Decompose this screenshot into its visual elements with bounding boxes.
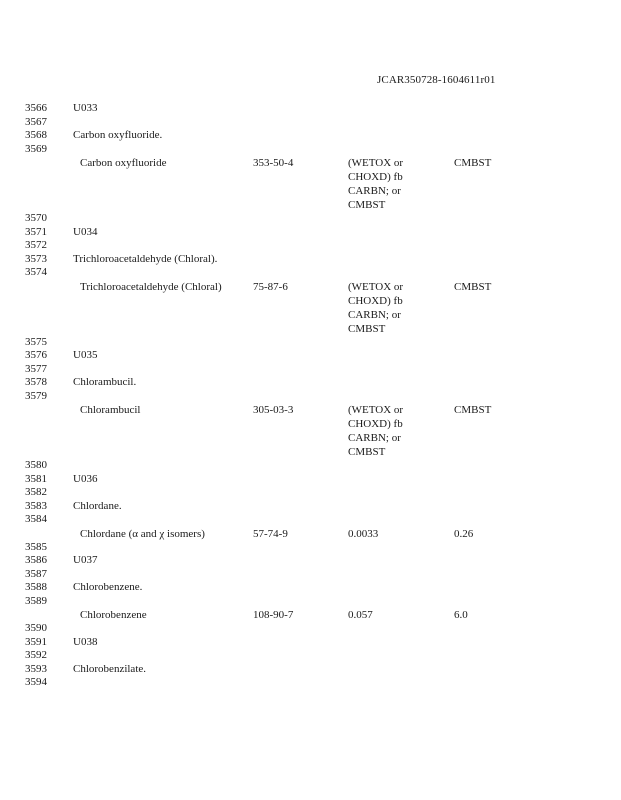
document-line bbox=[0, 239, 621, 253]
constituent-name: Carbon oxyfluoride bbox=[80, 157, 167, 169]
document-line bbox=[0, 143, 621, 157]
line-number: 3574 bbox=[25, 266, 47, 278]
line-number: 3587 bbox=[25, 567, 47, 580]
document-line bbox=[0, 129, 621, 143]
waste-title: Chlorambucil. bbox=[73, 376, 137, 388]
document-body bbox=[0, 102, 621, 690]
document-line bbox=[0, 336, 621, 350]
waste-code: U035 bbox=[73, 349, 98, 361]
document-line bbox=[0, 212, 621, 226]
line-number: 3594 bbox=[25, 676, 47, 688]
line-number: 3581 bbox=[25, 472, 47, 485]
document-line bbox=[0, 253, 621, 267]
table-row bbox=[0, 280, 621, 336]
nonwastewater-standard: 6.0 bbox=[454, 609, 468, 621]
wastewater-standard: (WETOX or CHOXD) fb CARBN; or CMBST bbox=[348, 157, 404, 211]
waste-code: U037 bbox=[73, 554, 98, 566]
document-line bbox=[0, 622, 621, 636]
document-line bbox=[0, 116, 621, 130]
document-line bbox=[0, 102, 621, 116]
document-line bbox=[0, 649, 621, 663]
document-line bbox=[0, 513, 621, 527]
line-number: 3569 bbox=[25, 142, 47, 155]
document-id: JCAR350728-1604611r01 bbox=[377, 74, 496, 86]
document-line bbox=[0, 636, 621, 650]
cas-number: 353-50-4 bbox=[253, 157, 294, 169]
waste-title: Trichloroacetaldehyde (Chloral). bbox=[73, 252, 218, 265]
line-number: 3577 bbox=[25, 362, 47, 375]
cas-number: 57-74-9 bbox=[253, 527, 288, 540]
document-line bbox=[0, 581, 621, 595]
line-number: 3586 bbox=[25, 554, 47, 566]
cas-number: 305-03-3 bbox=[253, 404, 294, 416]
constituent-name: Chlorobenzene bbox=[80, 609, 147, 621]
cas-number: 75-87-6 bbox=[253, 280, 288, 293]
constituent-name: Chlordane (α and χ isomers) bbox=[80, 527, 205, 540]
document-line bbox=[0, 595, 621, 609]
document-line bbox=[0, 363, 621, 377]
constituent-name: Chlorambucil bbox=[80, 404, 141, 416]
wastewater-standard: (WETOX or CHOXD) fb CARBN; or CMBST bbox=[348, 280, 404, 335]
line-number: 3566 bbox=[25, 102, 47, 114]
wastewater-standard: (WETOX or CHOXD) fb CARBN; or CMBST bbox=[348, 404, 404, 458]
nonwastewater-standard: CMBST bbox=[454, 404, 492, 416]
document-line bbox=[0, 473, 621, 487]
document-line bbox=[0, 459, 621, 473]
line-number: 3584 bbox=[25, 513, 47, 525]
waste-code: U034 bbox=[73, 225, 98, 238]
line-number: 3580 bbox=[25, 459, 47, 471]
wastewater-standard: 0.0033 bbox=[348, 527, 379, 540]
document-line bbox=[0, 568, 621, 582]
line-number: 3588 bbox=[25, 581, 47, 593]
line-number: 3590 bbox=[25, 622, 47, 634]
table-row bbox=[0, 608, 621, 622]
line-number: 3582 bbox=[25, 486, 47, 498]
line-number: 3591 bbox=[25, 635, 47, 648]
document-line bbox=[0, 500, 621, 514]
line-number: 3576 bbox=[25, 349, 47, 361]
line-number: 3572 bbox=[25, 239, 47, 251]
nonwastewater-standard: CMBST bbox=[454, 157, 492, 169]
line-number: 3592 bbox=[25, 649, 47, 661]
constituent-name: Trichloroacetaldehyde (Chloral) bbox=[80, 280, 222, 293]
line-number: 3578 bbox=[25, 376, 47, 388]
document-line bbox=[0, 390, 621, 404]
cas-number: 108-90-7 bbox=[253, 609, 294, 621]
wastewater-standard: 0.057 bbox=[348, 609, 373, 621]
document-line bbox=[0, 554, 621, 568]
nonwastewater-standard: 0.26 bbox=[454, 527, 474, 540]
document-line bbox=[0, 486, 621, 500]
line-number: 3568 bbox=[25, 129, 47, 141]
line-number: 3567 bbox=[25, 115, 47, 128]
document-line bbox=[0, 541, 621, 555]
waste-code: U036 bbox=[73, 472, 98, 485]
document-line bbox=[0, 663, 621, 677]
document-line bbox=[0, 266, 621, 280]
table-row bbox=[0, 527, 621, 541]
nonwastewater-standard: CMBST bbox=[454, 280, 492, 293]
line-number: 3589 bbox=[25, 594, 47, 607]
waste-title: Carbon oxyfluoride. bbox=[73, 129, 163, 141]
waste-title: Chlordane. bbox=[73, 499, 122, 512]
waste-title: Chlorobenzene. bbox=[73, 581, 143, 593]
document-line bbox=[0, 349, 621, 363]
table-row bbox=[0, 403, 621, 459]
waste-code: U038 bbox=[73, 635, 98, 648]
line-number: 3575 bbox=[25, 335, 47, 348]
document-line bbox=[0, 376, 621, 390]
document-line bbox=[0, 676, 621, 690]
line-number: 3583 bbox=[25, 499, 47, 512]
waste-title: Chlorobenzilate. bbox=[73, 662, 147, 675]
line-number: 3593 bbox=[25, 662, 47, 675]
line-number: 3570 bbox=[25, 212, 47, 224]
table-row bbox=[0, 156, 621, 212]
line-number: 3585 bbox=[25, 540, 47, 553]
waste-code: U033 bbox=[73, 102, 98, 114]
line-number: 3573 bbox=[25, 252, 47, 265]
line-number: 3571 bbox=[25, 225, 47, 238]
document-line bbox=[0, 226, 621, 240]
line-number: 3579 bbox=[25, 389, 47, 402]
